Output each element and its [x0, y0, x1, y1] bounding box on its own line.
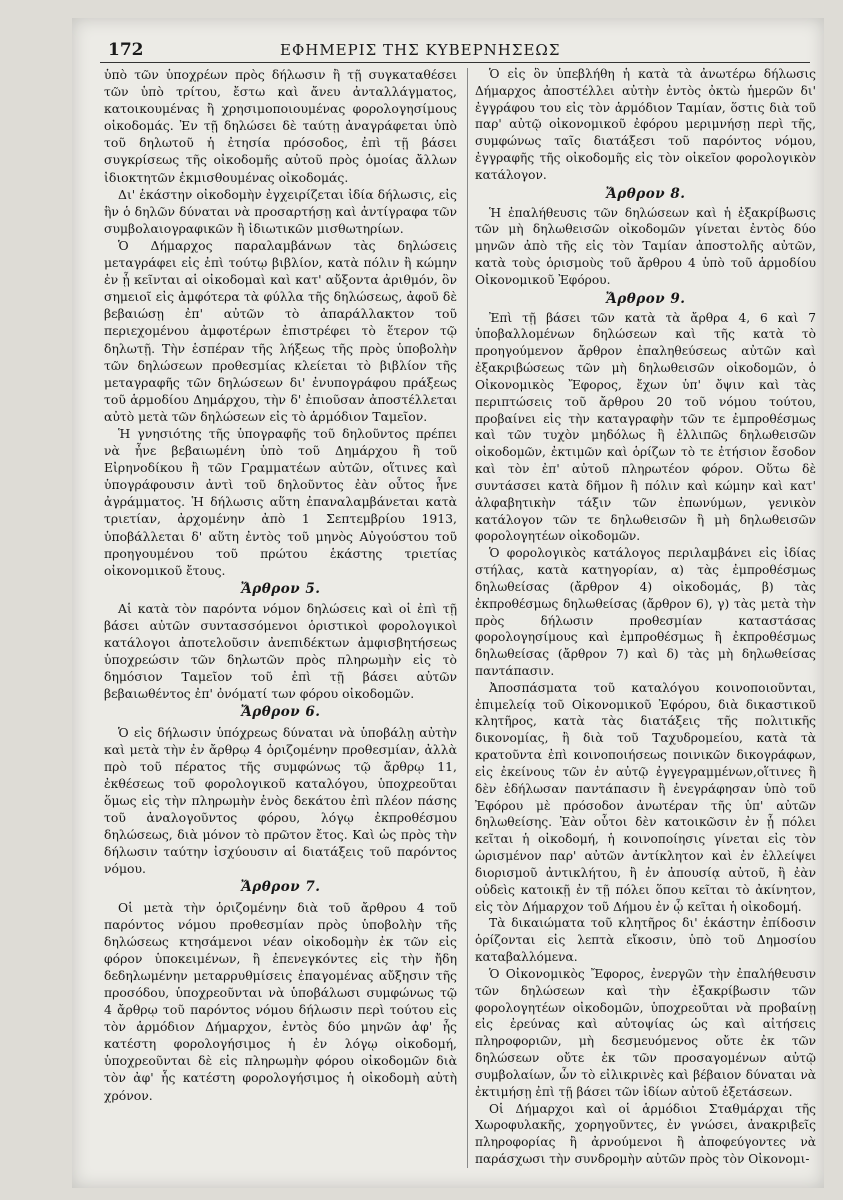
- paragraph: Ὁ φορολογικὸς κατάλογος περιλαμβάνει εἰς ἰδίας στήλας, κατὰ κατηγορίαν, α) τὰς ἐμπροθέσμως δηλωθείσας (ἄρθρον 4) οἰκοδομάς, β) τὰς ἐκπροθέσμως δηλωθείσας (ἄρθρον 6), γ) τὰς μετὰ τὴν πρὸς δήλωσιν προθεσμίαν καταστάσας φορολογησίμους καὶ ἐμπροθέσμως ἢ ἐκπροθέσμως δηλωθείσας (ἄρθρον 7) καὶ δ) τὰς μὴ δηλωθείσας παντάπασιν.: [475, 546, 816, 678]
- paragraph: Δι' ἑκάστην οἰκοδομὴν ἐγχειρίζεται ἰδία δήλωσις, εἰς ἣν ὁ δηλῶν δύναται νὰ προσαρτήσῃ καὶ ἀντίγραφα τῶν συμβολαιογραφικῶν ἢ ἰδιωτικῶν μισθωτηρίων.: [104, 186, 457, 236]
- article-heading: Ἄρθρον 6.: [240, 704, 321, 721]
- journal-title: ΕΦΗΜΕΡΙΣ ΤΗΣ ΚΥΒΕΡΝΗΣΕΩΣ: [280, 41, 561, 59]
- left-column: [104, 66, 457, 1104]
- article-heading: Ἄρθρον 7.: [240, 879, 321, 896]
- page-number: 172: [108, 40, 144, 60]
- article-heading: Ἄρθρον 5.: [240, 580, 321, 597]
- paragraph: Ἡ γνησιότης τῆς ὑπογραφῆς τοῦ δηλοῦντος πρέπει νὰ ἦνε βεβαιωμένη ὑπὸ τοῦ Δημάρχου ἢ τοῦ Εἰρηνοδίκου ἢ τῶν Γραμματέων αὐτῶν, οἵτινες καὶ ὑπογράφουσιν ἀντὶ τοῦ δηλοῦντος ἐὰν οὗτος ἦνε ἀγράμματος. Ἡ δήλωσις αὕτη ἐπαναλαμβάνεται κατὰ τριετίαν, ἀρχομένην ἀπὸ 1 Σεπτεμβρίου 1913, ὑποβάλλεται δ' αὕτη ἐντὸς τοῦ μηνὸς Αὐγούστου τοῦ προηγουμένου τοῦ πρώτου ἑκάστης τριετίας οἰκονομικοῦ ἔτους.: [104, 425, 457, 578]
- paragraph: Τὰ δικαιώματα τοῦ κλητῆρος δι' ἑκάστην ἐπίδοσιν ὁρίζονται εἰς λεπτὰ εἴκοσιν, ὑπὸ τοῦ Δημοσίου καταβαλλόμενα.: [475, 916, 816, 965]
- paragraph: Ἀποσπάσματα τοῦ καταλόγου κοινοποιοῦνται, ἐπιμελείᾳ τοῦ Οἰκονομικοῦ Ἐφόρου, διὰ δικαστικοῦ κλητῆρος, κατὰ τὰς διατάξεις τῆς πολιτικῆς δικονομίας, ἢ διὰ τοῦ Ταχυδρομείου, κατὰ τὰ κρατοῦντα ἐπὶ κοινοποιήσεως ποινικῶν δικογράφων, εἰς ἐκείνους τῶν ἐν αὐτῷ ἐγγεγραμμένων,οἵτινες ἢ δὲν ἐδήλωσαν παντάπασιν ἢ ἐνεγράφησαν ὑπὸ τοῦ Ἐφόρου μὲ πρόσοδον ἀνωτέραν τῆς ὑπ' αὐτῶν δηλωθείσης. Ἐὰν οὗτοι δὲν κατοικῶσιν ἐν ᾗ πόλει κεῖται ἡ οἰκοδομή, ἡ κοινοποίησις γίνεται εἰς τὸν ὡρισμένον παρ' αὐτῶν ἀντίκλητον καὶ ἐν ἐλλείψει διορισμοῦ ἀντικλήτου, ἢ ἐν ἀπουσίᾳ αὐτοῦ, ἢ ἐὰν οὐδεὶς κατοικῇ ἐν τῇ πόλει ὅπου κεῖται τὸ ἀκίνητον, εἰς τὸν Δήμαρχον τοῦ Δήμου ἐν ᾧ κεῖται ἡ οἰκοδομή.: [475, 680, 816, 914]
- paragraph: Ὁ εἰς δήλωσιν ὑπόχρεως δύναται νὰ ὑποβάλῃ αὐτὴν καὶ μετὰ τὴν ἐν ἄρθρῳ 4 ὁριζομένην προθεσμίαν, ἀλλὰ πρὸ τοῦ πέρατος τῆς συμφώνως τῷ ἄρθρῳ 11, ἐκθέσεως τοῦ φορολογικοῦ καταλόγου, ὑποχρεοῦται ὅμως εἰς τὴν πληρωμὴν ἑνὸς δεκάτου ἐπὶ πλέον πάσης τοῦ ἀναλογοῦντος φόρου, λόγῳ ἐκπροθέσμου δηλώσεως, διὰ μόνον τὸ πρῶτον ἔτος. Καὶ ὡς πρὸς τὴν δήλωσιν ταύτην ἰσχύουσιν αἱ διατάξεις τοῦ παρόντος νόμου.: [104, 724, 457, 877]
- column-divider: [467, 68, 468, 1168]
- paragraph: Ὁ Οἰκονομικὸς Ἔφορος, ἐνεργῶν τὴν ἐπαλήθευσιν τῶν δηλώσεων καὶ τὴν ἐξακρίβωσιν τῶν φορολογητέων οἰκοδομῶν, ὑποχρεοῦται νὰ προβαίνῃ εἰς ἐρεύνας καὶ αὐτοψίας ὡς καὶ αἰτήσεις πληροφοριῶν, μὴ δεσμευόμενος οὔτε ἐκ τῶν δηλώσεων οὔτε ἐκ τῶν προσαγομένων αὐτῷ συμβολαίων, ὧν τὸ εἰλικρινὲς καὶ βέβαιον δύναται νὰ ἐκτιμήσῃ ἐπὶ τῇ βάσει τῶν ἰδίων αὐτοῦ ἐξετάσεων.: [475, 966, 816, 1099]
- header-rule: [100, 62, 810, 63]
- running-header: [100, 36, 810, 60]
- right-column: [475, 66, 816, 1168]
- paragraph: Αἱ κατὰ τὸν παρόντα νόμον δηλώσεις καὶ οἱ ἐπὶ τῇ βάσει αὐτῶν συντασσόμενοι ὁριστικοὶ φορολογικοὶ κατάλογοι ἀποτελοῦσιν ἀνεπιδέκτων ἀμφισβητήσεως ὑποχρεώσιν τῶν δηλωτῶν πρὸς πληρωμὴν εἰς τὸ δημόσιον Ταμεῖον τοῦ ἐπὶ τῇ βάσει αὐτῶν βεβαιωθέντος ἐπ' ὀνόματί των φόρου οἰκοδομῶν.: [104, 600, 457, 702]
- article-heading: Ἄρθρον 9.: [605, 290, 686, 307]
- paragraph: ὑπὸ τῶν ὑποχρέων πρὸς δήλωσιν ἢ τῇ συγκαταθέσει τῶν ὑπὸ τρίτου, ἔστω καὶ ἄνευ ἀνταλλάγματος, κατοικουμένας ἢ χρησιμοποιουμένας φορολογησίμους οἰκοδομάς. Ἐν τῇ δηλώσει δὲ ταύτῃ ἀναγράφεται ὑπὸ τοῦ δηλωτοῦ ἡ ἐτησία πρόσοδος, ἐπὶ τῇ βάσει συγκρίσεως τῆς οἰκοδομῆς αὐτοῦ πρὸς ὁμοίας ἄλλων ἰδιοκτητῶν ἐκμισθουμένας οἰκοδομάς.: [104, 67, 457, 185]
- paragraph: Ἡ ἐπαλήθευσις τῶν δηλώσεων καὶ ἡ ἐξακρίβωσις τῶν μὴ δηλωθεισῶν οἰκοδομῶν γίνεται ἐντὸς δύο μηνῶν ἀπὸ τῆς εἰς τὸν Ταμίαν ἀποστολῆς αὐτῶν, κατὰ τοὺς ὁρισμοὺς τοῦ ἄρθρου 4 ὑπὸ τοῦ ἁρμοδίου Οἰκονομικοῦ Ἐφόρου.: [475, 205, 816, 287]
- paragraph: Ὁ εἰς ὃν ὑπεβλήθη ἡ κατὰ τὰ ἀνωτέρω δήλωσις Δήμαρχος ἀποστέλλει αὐτὴν ἐντὸς ὀκτὼ ἡμερῶν δι' ἐγγράφου του εἰς τὸν ἁρμόδιον Ταμίαν, ὅστις διὰ τοῦ παρ' αὐτῷ οἰκονομικοῦ ἐφόρου μεριμνήσῃ περὶ τῆς, συμφώνως ταῖς διατάξεσι τοῦ παρόντος νόμου, ἐγγραφῆς τῆς οἰκοδομῆς εἰς τὸν οἰκεῖον φορολογικὸν κατάλογον.: [475, 67, 816, 182]
- paragraph: Οἱ Δήμαρχοι καὶ οἱ ἁρμόδιοι Σταθμάρχαι τῆς Χωροφυλακῆς, χορηγοῦντες, ἐν γνώσει, ἀνακριβεῖς πληροφορίας ἢ ἀρνούμενοι ἢ ἀποφεύγοντες νὰ παράσχωσι τὴν συνδρομὴν αὐτῶν πρὸς τὸν Οἰκονομι-: [475, 1101, 816, 1166]
- paragraph: Οἱ μετὰ τὴν ὁριζομένην διὰ τοῦ ἄρθρου 4 τοῦ παρόντος νόμου προθεσμίαν πρὸς ὑποβολὴν τῆς δηλώσεως κτησάμενοι νέαν οἰκοδομὴν ἐκ τῶν εἰς φόρον ὑποκειμένων, ἢ ἐπενεγκόντες εἰς τὴν ἤδη δεδηλωμένην μεταρρυθμίσεις ἐπαγομένας αὔξησιν τῆς προσόδου, ὑποχρεοῦνται νὰ ὑποβάλωσι συμφώνως τῷ 4 ἄρθρῳ τοῦ παρόντος νόμου δήλωσιν περὶ τούτου εἰς τὸν ἁρμόδιον Δήμαρχον, ἐντὸς δύο μηνῶν ἀφ' ἧς κατέστη φορολογήσιμος ἡ ἐν λόγῳ οἰκοδομή, ὑποχρεοῦνται δὲ εἰς πληρωμὴν φόρου οἰκοδομῶν διὰ τὸν ἀφ' ἧς κατέστη φορολογήσιμος ἡ οἰκοδομὴ αὐτὴ χρόνον.: [104, 899, 457, 1103]
- paragraph: Ὁ Δήμαρχος παραλαμβάνων τὰς δηλώσεις μεταγράφει εἰς ἐπὶ τούτῳ βιβλίον, κατὰ πόλιν ἢ κώμην ἐν ᾗ κεῖνται αἱ οἰκοδομαὶ καὶ κατ' αὔξοντα ἀριθμόν, ὃν σημειοῖ εἰς ἀμφότερα τὰ φύλλα τῆς δηλώσεως, ἀφοῦ δὲ βεβαιώσῃ ἐπ' αὐτῶν τὸ ἀπαράλλακτον τοῦ περιεχομένου ἀμφοτέρων ἐπιστρέφει τὸ ἕτερον τῷ δηλωτῇ. Τὴν ἑσπέραν τῆς λήξεως τῆς πρὸς ὑποβολὴν τῶν δηλώσεων προθεσμίας κλείεται τὸ βιβλίον τῆς μεταγραφῆς τῶν δηλώσεων δι' ἐνυπογράφου πράξεως τοῦ ἁρμοδίου Δημάρχου, τὴν δ' ἐπιοῦσαν ἀποστέλλεται αὐτὸ μετὰ τῶν δηλώσεων εἰς τὸ ἁρμόδιον Ταμεῖον.: [104, 237, 457, 424]
- paragraph: Ἐπὶ τῇ βάσει τῶν κατὰ τὰ ἄρθρα 4, 6 καὶ 7 ὑποβαλλομένων δηλώσεων καὶ τῆς κατὰ τὸ προηγούμενον ἄρθρον ἐπαληθεύσεως αὐτῶν καὶ ἐξακριβώσεως τῶν μὴ δηλωθεισῶν οἰκοδομῶν, ὁ Οἰκονομικὸς Ἔφορος, ἔχων ὑπ' ὄψιν καὶ τὰς περιπτώσεις τοῦ ἄρθρου 20 τοῦ νόμου τούτου, προβαίνει εἰς τὴν καταγραφὴν τῶν τε ἐμπροθέσμως καὶ τῶν τυχὸν μηδόλως ἢ ἐλλιπῶς δηλωθεισῶν οἰκοδομῶν, ἐκτιμῶν καὶ ὁρίζων τὸ τε ἐτήσιον ἔσοδον καὶ τὸν ἐπ' αὐτοῦ πληρωτέον φόρον. Οὕτω δὲ συντάσσει κατὰ δῆμον ἢ πόλιν καὶ κώμην καὶ κατ' ἀλφαβητικὴν τάξιν τῶν ἐπωνύμων, γενικὸν κατάλογον τῶν τε δηλωθεισῶν ἢ μὴ δηλωθεισῶν φορολογητέων οἰκοδομῶν.: [475, 310, 816, 544]
- article-heading: Ἄρθρον 8.: [605, 185, 686, 202]
